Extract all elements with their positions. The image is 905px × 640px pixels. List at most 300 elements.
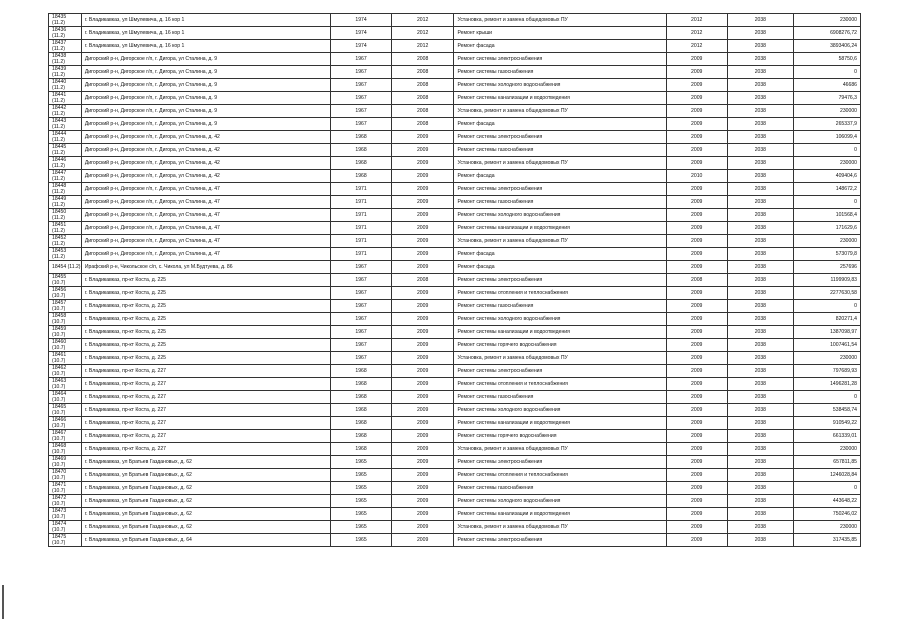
last-repair-year-cell: 2009 (391, 209, 454, 222)
year-built-cell: 1965 (331, 482, 392, 495)
table-row (49, 391, 861, 404)
record-id-cell: 18467 (10.7) (49, 430, 82, 443)
year-built-cell: 1965 (331, 534, 392, 547)
table-row (49, 521, 861, 534)
work-type-cell: Ремонт фасада (454, 261, 666, 274)
work-type-cell: Ремонт системы электроснабжения (454, 365, 666, 378)
record-id-cell: 18455 (10.7) (49, 274, 82, 287)
record-id-cell: 18469 (10.7) (49, 456, 82, 469)
last-repair-year-cell: 2008 (391, 274, 454, 287)
record-id-cell: 18451 (11.2) (49, 222, 82, 235)
repair-start-year-cell: 2009 (666, 534, 727, 547)
repair-end-year-cell: 2038 (727, 183, 794, 196)
repair-start-year-cell: 2009 (666, 508, 727, 521)
cost-cell: 661339,01 (794, 430, 861, 443)
repair-start-year-cell: 2009 (666, 157, 727, 170)
repair-start-year-cell: 2009 (666, 196, 727, 209)
repair-start-year-cell: 2009 (666, 430, 727, 443)
repair-start-year-cell: 2009 (666, 300, 727, 313)
address-cell: Дигорский р-н, Дигорское г/п, г. Дигора, ул Сталина, д. 9 (81, 66, 330, 79)
work-type-cell: Установка, ремонт и замена общедомовых ПУ (454, 157, 666, 170)
table-row (49, 157, 861, 170)
repair-end-year-cell: 2038 (727, 274, 794, 287)
repair-schedule-table (48, 13, 861, 547)
address-cell: г. Владикавказ, ул Братьев Газдановых, д. 62 (81, 508, 330, 521)
work-type-cell: Ремонт системы газоснабжения (454, 196, 666, 209)
last-repair-year-cell: 2009 (391, 183, 454, 196)
last-repair-year-cell: 2008 (391, 105, 454, 118)
repair-end-year-cell: 2038 (727, 508, 794, 521)
record-id-cell: 18470 (10.7) (49, 469, 82, 482)
address-cell: Дигорский р-н, Дигорское г/п, г. Дигора, ул Сталина, д. 47 (81, 235, 330, 248)
cost-cell: 317435,85 (794, 534, 861, 547)
cost-cell: 230000 (794, 105, 861, 118)
last-repair-year-cell: 2009 (391, 391, 454, 404)
last-repair-year-cell: 2009 (391, 300, 454, 313)
year-built-cell: 1968 (331, 365, 392, 378)
repair-end-year-cell: 2038 (727, 196, 794, 209)
last-repair-year-cell: 2009 (391, 287, 454, 300)
record-id-cell: 18453 (11.2) (49, 248, 82, 261)
table-row (49, 14, 861, 27)
cost-cell: 0 (794, 66, 861, 79)
work-type-cell: Ремонт системы отопления и теплоснабжения (454, 378, 666, 391)
repair-end-year-cell: 2038 (727, 14, 794, 27)
year-built-cell: 1968 (331, 378, 392, 391)
table-row (49, 365, 861, 378)
work-type-cell: Ремонт системы холодного водоснабжения (454, 404, 666, 417)
address-cell: Дигорский р-н, Дигорское г/п, г. Дигора, ул Сталина, д. 42 (81, 170, 330, 183)
record-id-cell: 18448 (11.2) (49, 183, 82, 196)
cost-cell: 910549,22 (794, 417, 861, 430)
work-type-cell: Ремонт системы холодного водоснабжения (454, 495, 666, 508)
repair-start-year-cell: 2009 (666, 66, 727, 79)
cost-cell: 797689,93 (794, 365, 861, 378)
repair-end-year-cell: 2038 (727, 53, 794, 66)
work-type-cell: Ремонт системы электроснабжения (454, 53, 666, 66)
table-row (49, 430, 861, 443)
address-cell: г. Владикавказ, ул Братьев Газдановых, д. 62 (81, 456, 330, 469)
cost-cell: 657811,85 (794, 456, 861, 469)
year-built-cell: 1967 (331, 313, 392, 326)
last-repair-year-cell: 2009 (391, 131, 454, 144)
repair-end-year-cell: 2038 (727, 79, 794, 92)
cost-cell: 230000 (794, 521, 861, 534)
year-built-cell: 1971 (331, 222, 392, 235)
cost-cell: 0 (794, 482, 861, 495)
repair-end-year-cell: 2038 (727, 365, 794, 378)
record-id-cell: 18440 (11.2) (49, 79, 82, 92)
address-cell: г. Владикавказ, ул Шмулевича, д. 16 кор 1 (81, 40, 330, 53)
work-type-cell: Ремонт фасада (454, 40, 666, 53)
last-repair-year-cell: 2009 (391, 196, 454, 209)
year-built-cell: 1968 (331, 404, 392, 417)
last-repair-year-cell: 2009 (391, 157, 454, 170)
record-id-cell: 18439 (11.2) (49, 66, 82, 79)
last-repair-year-cell: 2009 (391, 404, 454, 417)
repair-end-year-cell: 2038 (727, 534, 794, 547)
year-built-cell: 1968 (331, 430, 392, 443)
repair-start-year-cell: 2008 (666, 274, 727, 287)
cost-cell: 106099,4 (794, 131, 861, 144)
repair-end-year-cell: 2038 (727, 66, 794, 79)
record-id-cell: 18457 (10.7) (49, 300, 82, 313)
repair-end-year-cell: 2038 (727, 469, 794, 482)
last-repair-year-cell: 2009 (391, 170, 454, 183)
work-type-cell: Ремонт системы холодного водоснабжения (454, 79, 666, 92)
last-repair-year-cell: 2009 (391, 378, 454, 391)
address-cell: Дигорский р-н, Дигорское г/п, г. Дигора, ул Сталина, д. 9 (81, 92, 330, 105)
address-cell: Дигорский р-н, Дигорское г/п, г. Дигора, ул Сталина, д. 47 (81, 196, 330, 209)
repair-end-year-cell: 2038 (727, 404, 794, 417)
address-cell: Дигорский р-н, Дигорское г/п, г. Дигора, ул Сталина, д. 47 (81, 222, 330, 235)
work-type-cell: Ремонт системы газоснабжения (454, 300, 666, 313)
repair-start-year-cell: 2009 (666, 417, 727, 430)
year-built-cell: 1971 (331, 248, 392, 261)
table-row (49, 261, 861, 274)
cost-cell: 230000 (794, 352, 861, 365)
repair-start-year-cell: 2009 (666, 495, 727, 508)
repair-end-year-cell: 2038 (727, 170, 794, 183)
year-built-cell: 1968 (331, 131, 392, 144)
repair-start-year-cell: 2012 (666, 14, 727, 27)
repair-start-year-cell: 2009 (666, 222, 727, 235)
repair-end-year-cell: 2038 (727, 144, 794, 157)
address-cell: г. Владикавказ, пр-кт Коста, д. 225 (81, 313, 330, 326)
repair-end-year-cell: 2038 (727, 27, 794, 40)
address-cell: г. Владикавказ, ул Братьев Газдановых, д. 62 (81, 521, 330, 534)
table-row (49, 482, 861, 495)
cost-cell: 2277630,58 (794, 287, 861, 300)
cost-cell: 409404,6 (794, 170, 861, 183)
address-cell: г. Владикавказ, пр-кт Коста, д. 225 (81, 300, 330, 313)
repair-end-year-cell: 2038 (727, 131, 794, 144)
table-row (49, 534, 861, 547)
repair-end-year-cell: 2038 (727, 495, 794, 508)
year-built-cell: 1974 (331, 27, 392, 40)
record-id-cell: 18459 (10.7) (49, 326, 82, 339)
work-type-cell: Ремонт системы канализации и водоотведения (454, 326, 666, 339)
record-id-cell: 18466 (10.7) (49, 417, 82, 430)
table-row (49, 144, 861, 157)
record-id-cell: 18471 (10.7) (49, 482, 82, 495)
year-built-cell: 1965 (331, 456, 392, 469)
address-cell: г. Владикавказ, пр-кт Коста, д. 227 (81, 391, 330, 404)
last-repair-year-cell: 2009 (391, 482, 454, 495)
record-id-cell: 18475 (10.7) (49, 534, 82, 547)
work-type-cell: Ремонт системы отопления и теплоснабжения (454, 287, 666, 300)
table-row (49, 118, 861, 131)
cost-cell: 0 (794, 300, 861, 313)
repair-start-year-cell: 2009 (666, 261, 727, 274)
last-repair-year-cell: 2009 (391, 352, 454, 365)
cost-cell: 1199909,83 (794, 274, 861, 287)
year-built-cell: 1965 (331, 469, 392, 482)
address-cell: Дигорский р-н, Дигорское г/п, г. Дигора, ул Сталина, д. 42 (81, 144, 330, 157)
cost-cell: 1496281,28 (794, 378, 861, 391)
last-repair-year-cell: 2012 (391, 40, 454, 53)
last-repair-year-cell: 2008 (391, 66, 454, 79)
work-type-cell: Установка, ремонт и замена общедомовых ПУ (454, 443, 666, 456)
record-id-cell: 18447 (11.2) (49, 170, 82, 183)
repair-end-year-cell: 2038 (727, 352, 794, 365)
last-repair-year-cell: 2009 (391, 508, 454, 521)
repair-end-year-cell: 2038 (727, 417, 794, 430)
record-id-cell: 18472 (10.7) (49, 495, 82, 508)
address-cell: г. Владикавказ, ул Братьев Газдановых, д. 64 (81, 534, 330, 547)
work-type-cell: Установка, ремонт и замена общедомовых ПУ (454, 14, 666, 27)
repair-end-year-cell: 2038 (727, 92, 794, 105)
record-id-cell: 18474 (10.7) (49, 521, 82, 534)
year-built-cell: 1965 (331, 495, 392, 508)
cost-cell: 3893406,24 (794, 40, 861, 53)
cost-cell: 230000 (794, 157, 861, 170)
repair-end-year-cell: 2038 (727, 456, 794, 469)
year-built-cell: 1967 (331, 300, 392, 313)
cost-cell: 0 (794, 196, 861, 209)
record-id-cell: 18456 (10.7) (49, 287, 82, 300)
table-row (49, 222, 861, 235)
record-id-cell: 18445 (11.2) (49, 144, 82, 157)
year-built-cell: 1967 (331, 274, 392, 287)
table-row (49, 40, 861, 53)
table-row (49, 300, 861, 313)
work-type-cell: Ремонт системы электроснабжения (454, 274, 666, 287)
address-cell: г. Владикавказ, ул Шмулевича, д. 16 кор 1 (81, 27, 330, 40)
year-built-cell: 1971 (331, 183, 392, 196)
cost-cell: 820271,4 (794, 313, 861, 326)
year-built-cell: 1967 (331, 118, 392, 131)
repair-end-year-cell: 2038 (727, 391, 794, 404)
last-repair-year-cell: 2009 (391, 534, 454, 547)
repair-start-year-cell: 2009 (666, 378, 727, 391)
repair-end-year-cell: 2038 (727, 430, 794, 443)
repair-end-year-cell: 2038 (727, 235, 794, 248)
work-type-cell: Ремонт системы горячего водоснабжения (454, 339, 666, 352)
repair-end-year-cell: 2038 (727, 326, 794, 339)
record-id-cell: 18461 (10.7) (49, 352, 82, 365)
address-cell: г. Владикавказ, ул Братьев Газдановых, д. 62 (81, 469, 330, 482)
table-row (49, 274, 861, 287)
table-row (49, 105, 861, 118)
record-id-cell: 18460 (10.7) (49, 339, 82, 352)
repair-start-year-cell: 2009 (666, 482, 727, 495)
table-row (49, 248, 861, 261)
work-type-cell: Установка, ремонт и замена общедомовых ПУ (454, 521, 666, 534)
repair-start-year-cell: 2009 (666, 144, 727, 157)
repair-end-year-cell: 2038 (727, 248, 794, 261)
cost-cell: 1387098,97 (794, 326, 861, 339)
work-type-cell: Ремонт фасада (454, 170, 666, 183)
repair-end-year-cell: 2038 (727, 300, 794, 313)
work-type-cell: Ремонт крыши (454, 27, 666, 40)
repair-start-year-cell: 2009 (666, 313, 727, 326)
record-id-cell: 18438 (11.2) (49, 53, 82, 66)
address-cell: г. Владикавказ, пр-кт Коста, д. 225 (81, 352, 330, 365)
address-cell: Дигорский р-н, Дигорское г/п, г. Дигора, ул Сталина, д. 9 (81, 105, 330, 118)
record-id-cell: 18468 (10.7) (49, 443, 82, 456)
cost-cell: 538458,74 (794, 404, 861, 417)
repair-end-year-cell: 2038 (727, 313, 794, 326)
last-repair-year-cell: 2009 (391, 469, 454, 482)
table-row (49, 209, 861, 222)
work-type-cell: Ремонт системы газоснабжения (454, 66, 666, 79)
table-row (49, 443, 861, 456)
year-built-cell: 1968 (331, 170, 392, 183)
record-id-cell: 18442 (11.2) (49, 105, 82, 118)
record-id-cell: 18458 (10.7) (49, 313, 82, 326)
address-cell: г. Владикавказ, пр-кт Коста, д. 227 (81, 365, 330, 378)
cost-cell: 230000 (794, 443, 861, 456)
repair-start-year-cell: 2009 (666, 53, 727, 66)
cost-cell: 46686 (794, 79, 861, 92)
record-id-cell: 18473 (10.7) (49, 508, 82, 521)
repair-end-year-cell: 2038 (727, 118, 794, 131)
cost-cell: 148672,2 (794, 183, 861, 196)
work-type-cell: Ремонт системы холодного водоснабжения (454, 313, 666, 326)
cost-cell: 257696 (794, 261, 861, 274)
work-type-cell: Ремонт системы горячего водоснабжения (454, 430, 666, 443)
table-row (49, 352, 861, 365)
last-repair-year-cell: 2009 (391, 365, 454, 378)
repair-end-year-cell: 2038 (727, 521, 794, 534)
record-id-cell: 18443 (11.2) (49, 118, 82, 131)
address-cell: г. Владикавказ, пр-кт Коста, д. 225 (81, 326, 330, 339)
address-cell: Дигорский р-н, Дигорское г/п, г. Дигора, ул Сталина, д. 9 (81, 79, 330, 92)
address-cell: Дигорский р-н, Дигорское г/п, г. Дигора, ул Сталина, д. 42 (81, 157, 330, 170)
repair-start-year-cell: 2009 (666, 131, 727, 144)
repair-start-year-cell: 2009 (666, 287, 727, 300)
table-row (49, 92, 861, 105)
year-built-cell: 1965 (331, 508, 392, 521)
year-built-cell: 1967 (331, 53, 392, 66)
last-repair-year-cell: 2009 (391, 222, 454, 235)
table-row (49, 313, 861, 326)
record-id-cell: 18444 (11.2) (49, 131, 82, 144)
cost-cell: 171629,6 (794, 222, 861, 235)
cost-cell: 443648,22 (794, 495, 861, 508)
record-id-cell: 18465 (10.7) (49, 404, 82, 417)
cost-cell: 265337,9 (794, 118, 861, 131)
work-type-cell: Ремонт системы электроснабжения (454, 183, 666, 196)
last-repair-year-cell: 2009 (391, 261, 454, 274)
table-row (49, 456, 861, 469)
work-type-cell: Ремонт системы газоснабжения (454, 482, 666, 495)
year-built-cell: 1971 (331, 235, 392, 248)
table-row (49, 287, 861, 300)
year-built-cell: 1968 (331, 144, 392, 157)
year-built-cell: 1971 (331, 209, 392, 222)
repair-start-year-cell: 2009 (666, 118, 727, 131)
record-id-cell: 18452 (11.2) (49, 235, 82, 248)
cost-cell: 0 (794, 144, 861, 157)
address-cell: Дигорский р-н, Дигорское г/п, г. Дигора, ул Сталина, д. 42 (81, 131, 330, 144)
record-id-cell: 18449 (11.2) (49, 196, 82, 209)
repair-start-year-cell: 2009 (666, 456, 727, 469)
table-row (49, 131, 861, 144)
address-cell: г. Владикавказ, пр-кт Коста, д. 225 (81, 339, 330, 352)
address-cell: г. Владикавказ, пр-кт Коста, д. 227 (81, 417, 330, 430)
year-built-cell: 1965 (331, 521, 392, 534)
address-cell: Дигорский р-н, Дигорское г/п, г. Дигора, ул Сталина, д. 9 (81, 118, 330, 131)
last-repair-year-cell: 2009 (391, 326, 454, 339)
record-id-cell: 18441 (11.2) (49, 92, 82, 105)
repair-start-year-cell: 2009 (666, 326, 727, 339)
record-id-cell: 18435 (11.2) (49, 14, 82, 27)
address-cell: Дигорский р-н, Дигорское г/п, г. Дигора, ул Сталина, д. 47 (81, 248, 330, 261)
year-built-cell: 1968 (331, 417, 392, 430)
work-type-cell: Ремонт системы электроснабжения (454, 534, 666, 547)
address-cell: г. Владикавказ, ул Братьев Газдановых, д. 62 (81, 482, 330, 495)
repair-start-year-cell: 2012 (666, 27, 727, 40)
address-cell: г. Владикавказ, пр-кт Коста, д. 225 (81, 274, 330, 287)
repair-start-year-cell: 2009 (666, 183, 727, 196)
work-type-cell: Установка, ремонт и замена общедомовых ПУ (454, 352, 666, 365)
last-repair-year-cell: 2009 (391, 443, 454, 456)
repair-end-year-cell: 2038 (727, 209, 794, 222)
table-row (49, 170, 861, 183)
work-type-cell: Установка, ремонт и замена общедомовых ПУ (454, 235, 666, 248)
last-repair-year-cell: 2009 (391, 495, 454, 508)
work-type-cell: Ремонт системы канализации и водоотведения (454, 92, 666, 105)
table-row (49, 183, 861, 196)
last-repair-year-cell: 2009 (391, 248, 454, 261)
work-type-cell: Ремонт системы газоснабжения (454, 391, 666, 404)
repair-start-year-cell: 2009 (666, 105, 727, 118)
last-repair-year-cell: 2009 (391, 235, 454, 248)
table-row (49, 404, 861, 417)
table-row (49, 79, 861, 92)
work-type-cell: Ремонт системы отопления и теплоснабжения (454, 469, 666, 482)
record-id-cell: 18436 (11.2) (49, 27, 82, 40)
cost-cell: 1246028,84 (794, 469, 861, 482)
last-repair-year-cell: 2009 (391, 417, 454, 430)
work-type-cell: Ремонт системы канализации и водоотведения (454, 417, 666, 430)
table-row (49, 378, 861, 391)
cost-cell: 230000 (794, 235, 861, 248)
year-built-cell: 1967 (331, 287, 392, 300)
repair-start-year-cell: 2009 (666, 365, 727, 378)
repair-end-year-cell: 2038 (727, 157, 794, 170)
repair-start-year-cell: 2009 (666, 352, 727, 365)
year-built-cell: 1967 (331, 352, 392, 365)
cost-cell: 230000 (794, 14, 861, 27)
year-built-cell: 1967 (331, 326, 392, 339)
work-type-cell: Ремонт системы газоснабжения (454, 144, 666, 157)
cost-cell: 79476,3 (794, 92, 861, 105)
work-type-cell: Ремонт системы канализации и водоотведения (454, 508, 666, 521)
repair-start-year-cell: 2009 (666, 521, 727, 534)
address-cell: Ирафский р-н, Чикольское с/п, с. Чикола, ул М.Будтуева, д. 86 (81, 261, 330, 274)
repair-start-year-cell: 2009 (666, 92, 727, 105)
cost-cell: 573079,8 (794, 248, 861, 261)
last-repair-year-cell: 2009 (391, 313, 454, 326)
address-cell: г. Владикавказ, пр-кт Коста, д. 225 (81, 287, 330, 300)
record-id-cell: 18454 (11.2) (49, 261, 82, 274)
table-row (49, 326, 861, 339)
last-repair-year-cell: 2009 (391, 456, 454, 469)
table-row (49, 417, 861, 430)
last-repair-year-cell: 2008 (391, 53, 454, 66)
record-id-cell: 18462 (10.7) (49, 365, 82, 378)
year-built-cell: 1967 (331, 79, 392, 92)
cost-cell: 6908276,72 (794, 27, 861, 40)
record-id-cell: 18446 (11.2) (49, 157, 82, 170)
year-built-cell: 1967 (331, 92, 392, 105)
repair-end-year-cell: 2038 (727, 287, 794, 300)
last-repair-year-cell: 2009 (391, 521, 454, 534)
record-id-cell: 18463 (10.7) (49, 378, 82, 391)
